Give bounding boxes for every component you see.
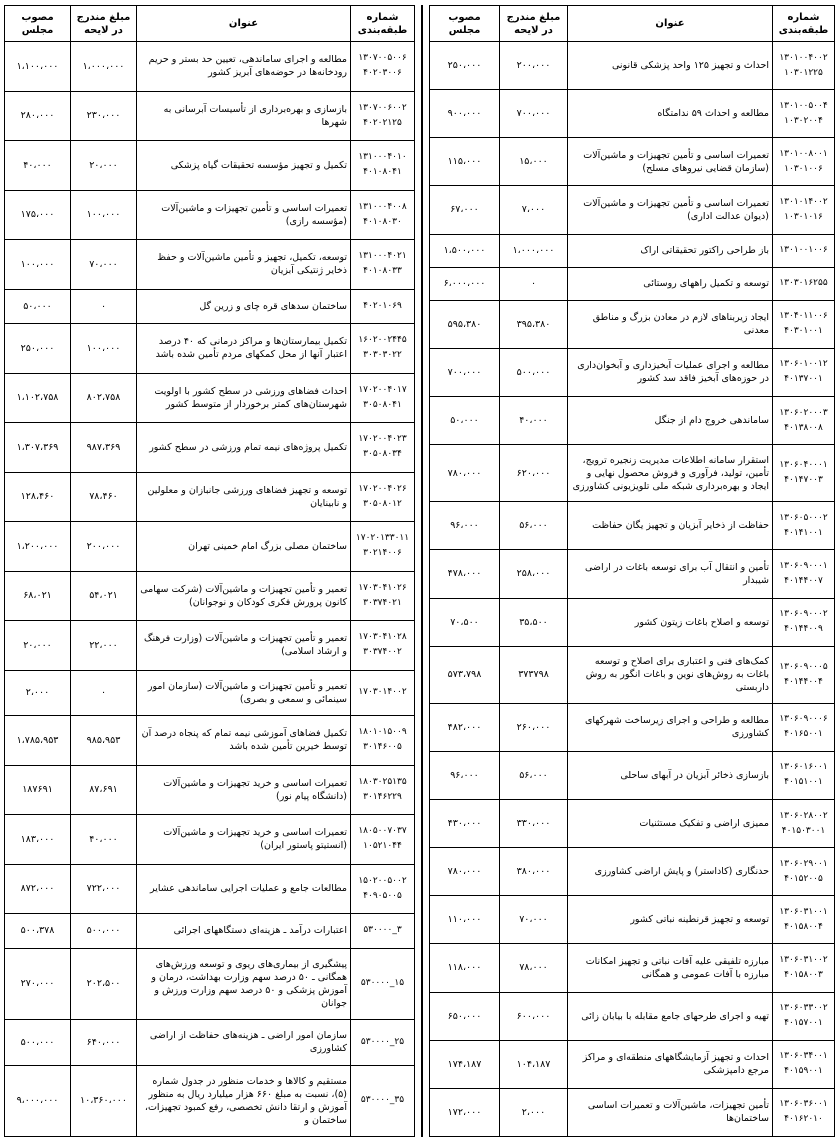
table-body-right [430, 42, 835, 1137]
budget-table-right [429, 5, 835, 1137]
row-title: توسعه و اصلاح باغات زیتون کشور [568, 598, 773, 646]
row-bill-amount: ۳۵،۵۰۰ [500, 598, 568, 646]
row-bill-amount: ۱۰۰،۰۰۰ [71, 190, 137, 240]
row-code: ۵۳۰۰۰۰_۱۵ [351, 948, 415, 1020]
row-code: ۴۰۲۰۱۰۶۹ [351, 289, 415, 324]
table-row [5, 42, 415, 92]
row-bill-amount: ۹۸۷،۳۶۹ [71, 423, 137, 473]
row-bill-amount: ۲۵۸،۰۰۰ [500, 550, 568, 598]
row-approved: ۲،۰۰۰ [5, 670, 71, 716]
row-approved: ۷۰،۵۰۰ [430, 598, 500, 646]
row-code: ۱۳۰۱۰۱۴۰۰۲ ۱۰۳۰۱۰۱۶ [773, 186, 835, 234]
row-bill-amount: ۰ [71, 670, 137, 716]
table-row [430, 234, 835, 267]
row-title: مطالعه و احداث ۵۹ ندامتگاه [568, 90, 773, 138]
row-approved: ۹۶،۰۰۰ [430, 751, 500, 799]
row-bill-amount: ۰ [500, 267, 568, 300]
row-title: ایجاد زیربناهای لازم در معادن بزرگ و مناطق معدنی [568, 300, 773, 348]
row-approved: ۲۷۰،۰۰۰ [5, 948, 71, 1020]
table-row [5, 765, 415, 815]
row-approved: ۱،۱۰۲،۷۵۸ [5, 373, 71, 423]
row-bill-amount: ۶۰۰،۰۰۰ [500, 992, 568, 1040]
row-title: تکمیل فضاهای آموزشی نیمه تمام که پنجاه درصد آن توسط خیرین تأمین شده باشد [137, 716, 351, 766]
row-bill-amount: ۷۸،۴۶۰ [71, 472, 137, 522]
row-bill-amount: ۶۴۰،۰۰۰ [71, 1020, 137, 1066]
row-code: ۱۸۰۱۰۱۵۰۰۹ ۳۰۱۴۶۰۰۵ [351, 716, 415, 766]
header-title: عنوان [137, 6, 351, 42]
row-title: حدنگاری (کاداستر) و پایش اراضی کشاورزی [568, 848, 773, 896]
row-title: تأمین تجهیزات، ماشین‌آلات و تعمیرات اساسی ساختمان‌ها [568, 1088, 773, 1136]
row-title: تعمیر و تأمین تجهیزات و ماشین‌آلات (وزارت فرهنگ و ارشاد اسلامی) [137, 621, 351, 671]
row-approved: ۴۷۸،۰۰۰ [430, 550, 500, 598]
row-title: مستقیم و کالاها و خدمات منظور در جدول شماره (۵)، نسبت به مبلغ ۶۶۰ هزار میلیارد ریال به منظور آموزش و ارتقا دانش تخصصی، رفع کمبود تجهیزات، ساختمان و [137, 1065, 351, 1137]
row-title: تعمیرات اساسی و خرید تجهیزات و ماشین‌آلات (انستیتو پاستور ایران) [137, 815, 351, 865]
row-approved: ۱۱۵،۰۰۰ [430, 138, 500, 186]
table-row [430, 42, 835, 90]
table-row [5, 815, 415, 865]
row-title: مطالعات جامع و عملیات اجرایی ساماندهی عشایر [137, 864, 351, 914]
table-row [5, 864, 415, 914]
table-row [5, 373, 415, 423]
header-approved: مصوب مجلس [5, 6, 71, 42]
header-approved: مصوب مجلس [430, 6, 500, 42]
row-code: ۱۷۰۳۰۴۱۰۲۶ ۳۰۳۷۴۰۲۱ [351, 571, 415, 621]
row-title: تعمیر و تأمین تجهیزات و ماشین‌آلات (سازمان امور سینمائی و سمعی و بصری) [137, 670, 351, 716]
row-bill-amount: ۳۷۳۷۹۸ [500, 646, 568, 703]
row-code: ۱۳۰۶۰۵۰۰۰۲ ۴۰۱۴۱۰۰۱ [773, 502, 835, 550]
row-bill-amount: ۷۰۰،۰۰۰ [500, 90, 568, 138]
row-code: ۱۳۰۴۰۱۱۰۰۶ ۴۰۳۰۱۰۰۱ [773, 300, 835, 348]
row-approved: ۵۷۳،۷۹۸ [430, 646, 500, 703]
row-approved: ۱،۳۰۷،۳۶۹ [5, 423, 71, 473]
table-row [5, 914, 415, 949]
row-code: ۱۳۰۶۰۴۰۰۰۱ ۴۰۱۴۷۰۰۳ [773, 445, 835, 502]
row-title: تعمیرات اساسی و خرید تجهیزات و ماشین‌آلات (دانشگاه پیام نور) [137, 765, 351, 815]
table-row [5, 190, 415, 240]
table-row [5, 472, 415, 522]
row-bill-amount: ۲۳۰،۰۰۰ [71, 91, 137, 141]
row-title: تکمیل بیمارستان‌ها و مراکز درمانی که ۴۰ درصد اعتبار آنها از محل کمکهای مردم تأمین شده باشد [137, 324, 351, 374]
row-approved: ۲۸۰،۰۰۰ [5, 91, 71, 141]
row-code: ۱۳۰۶۰۲۹۰۰۱ ۴۰۱۵۲۰۰۵ [773, 848, 835, 896]
row-title: بازسازی و بهره‌برداری از تأسیسات آبرسانی به شهرها [137, 91, 351, 141]
page-divider [421, 5, 423, 1137]
row-approved: ۱۱۰،۰۰۰ [430, 896, 500, 944]
row-title: تعمیر و تأمین تجهیزات و ماشین‌آلات (شرکت سهامی کانون پرورش فکری کودکان و نوجوانان) [137, 571, 351, 621]
row-bill-amount: ۴۰،۰۰۰ [500, 397, 568, 445]
row-approved: ۹۶،۰۰۰ [430, 502, 500, 550]
row-approved: ۱،۷۸۵،۹۵۳ [5, 716, 71, 766]
row-title: پیشگیری از بیماری‌های ریوی و توسعه ورزش‌های همگانی ـ ۵۰ درصد سهم وزارت بهداشت، درمان و آموزش پزشکی و ۵۰ درصد سهم وزارت ورزش و جوانان [137, 948, 351, 1020]
row-approved: ۱۷۵،۰۰۰ [5, 190, 71, 240]
table-row [430, 1040, 835, 1088]
row-title: تهیه و اجرای طرحهای جامع مقابله با بیابان زائی [568, 992, 773, 1040]
row-bill-amount: ۵۰۰،۰۰۰ [500, 348, 568, 396]
row-code: ۱۳۰۶۰۲۰۰۰۳ ۴۰۱۳۸۰۰۸ [773, 397, 835, 445]
row-approved: ۸۷۲،۰۰۰ [5, 864, 71, 914]
row-code: ۱۳۰۶۰۹۰۰۰۱ ۴۰۱۴۴۰۰۷ [773, 550, 835, 598]
row-approved: ۶۷،۰۰۰ [430, 186, 500, 234]
table-row [5, 423, 415, 473]
table-row [430, 550, 835, 598]
table-row [5, 621, 415, 671]
row-code: ۵۳۰۰۰۰_۳ [351, 914, 415, 949]
row-approved: ۲۵۰،۰۰۰ [5, 324, 71, 374]
row-code: ۱۳۰۶۰۹۰۰۰۲ ۴۰۱۴۴۰۰۹ [773, 598, 835, 646]
row-code: ۵۳۰۰۰۰_۳۵ [351, 1065, 415, 1137]
row-code: ۱۳۰۶۰۹۰۰۰۶ ۴۰۱۶۵۰۰۱ [773, 703, 835, 751]
row-code: ۱۵۰۲۰۰۵۰۰۲ ۴۰۹۰۵۰۰۵ [351, 864, 415, 914]
row-approved: ۷۰۰،۰۰۰ [430, 348, 500, 396]
row-title: مطالعه و اجرای عملیات آبخیزداری و آبخوان‌داری در حوزه‌های آبخیز فاقد سد کشور [568, 348, 773, 396]
row-code: ۱۳۰۶۰۳۳۰۰۲ ۴۰۱۵۷۰۰۱ [773, 992, 835, 1040]
table-row [5, 324, 415, 374]
row-bill-amount: ۱،۰۰۰،۰۰۰ [500, 234, 568, 267]
row-code: ۱۳۰۶۰۹۰۰۰۵ ۴۰۱۴۴۰۰۴ [773, 646, 835, 703]
row-title: مطالعه و طراحی و اجرای زیرساخت شهرکهای کشاورزی [568, 703, 773, 751]
row-bill-amount: ۸۰۲،۷۵۸ [71, 373, 137, 423]
row-code: ۱۷۰۲۰۰۴۰۲۶ ۳۰۵۰۸۰۱۲ [351, 472, 415, 522]
row-code: ۱۷۰۲۰۰۴۰۲۳ ۳۰۵۰۸۰۳۴ [351, 423, 415, 473]
row-title: استقرار سامانه اطلاعات مدیریت زنجیره ترویج، تأمین، تولید، فرآوری و فروش محصول نهایی و ایجاد و بهره‌برداری شبکه ملی تلویزیونی کشاورزی [568, 445, 773, 502]
row-bill-amount: ۳۳۰،۰۰۰ [500, 800, 568, 848]
row-title: ممیزی اراضی و تفکیک مستثنیات [568, 800, 773, 848]
row-bill-amount: ۰ [71, 289, 137, 324]
table-row [430, 992, 835, 1040]
row-bill-amount: ۴۰،۰۰۰ [71, 815, 137, 865]
row-title: تکمیل و تجهیز مؤسسه تحقیقات گیاه پزشکی [137, 141, 351, 191]
row-bill-amount: ۱۰۰،۰۰۰ [71, 324, 137, 374]
table-row [5, 1020, 415, 1066]
row-approved: ۹،۰۰۰،۰۰۰ [5, 1065, 71, 1137]
row-approved: ۱۸۷۶۹۱ [5, 765, 71, 815]
row-code: ۱۳۰۶۰۳۶۰۰۱ ۴۰۱۶۲۰۱۰ [773, 1088, 835, 1136]
row-approved: ۴۸۲،۰۰۰ [430, 703, 500, 751]
row-bill-amount: ۷،۰۰۰ [500, 186, 568, 234]
table-row [430, 751, 835, 799]
row-title: بازسازی ذخائر آبزیان در آبهای ساحلی [568, 751, 773, 799]
row-approved: ۱۷۴،۱۸۷ [430, 1040, 500, 1088]
row-approved: ۵۰،۰۰۰ [430, 397, 500, 445]
row-approved: ۲۰،۰۰۰ [5, 621, 71, 671]
row-approved: ۱۲۸،۴۶۰ [5, 472, 71, 522]
row-approved: ۱۰۰،۰۰۰ [5, 240, 71, 290]
row-bill-amount: ۲۶۰،۰۰۰ [500, 703, 568, 751]
row-title: توسعه، تکمیل، تجهیز و تأمین ماشین‌آلات و حفظ ذخایر ژنتیکی آبزیان [137, 240, 351, 290]
row-approved: ۵۰۰،۰۰۰ [5, 1020, 71, 1066]
row-approved: ۱،۱۰۰،۰۰۰ [5, 42, 71, 92]
table-row [5, 240, 415, 290]
row-bill-amount: ۵۶،۰۰۰ [500, 502, 568, 550]
row-approved: ۶۸،۰۲۱ [5, 571, 71, 621]
row-code: ۱۳۰۶۰۲۸۰۰۲ ۴۰۱۵۰۳۰۰۱ [773, 800, 835, 848]
row-code: ۱۳۰۱۰۰۸۰۰۱ ۱۰۳۰۱۰۰۶ [773, 138, 835, 186]
row-code: ۱۳۰۳۰۱۶۲۵۵ [773, 267, 835, 300]
table-row [430, 348, 835, 396]
table-row [5, 1065, 415, 1137]
table-row [5, 141, 415, 191]
row-code: ۱۷۰۲۰۱۳۳۰۱۱ ۳۰۲۱۴۰۰۶ [351, 522, 415, 572]
row-approved: ۵۰،۰۰۰ [5, 289, 71, 324]
header-code: شماره طبقه‌بندی [351, 6, 415, 42]
row-bill-amount: ۲۰۲،۵۰۰ [71, 948, 137, 1020]
row-bill-amount: ۶۲۰،۰۰۰ [500, 445, 568, 502]
row-code: ۱۷۰۲۰۰۴۰۱۷ ۳۰۵۰۸۰۴۱ [351, 373, 415, 423]
row-code: ۱۳۰۶۰۳۴۰۰۱ ۴۰۱۵۹۰۰۱ [773, 1040, 835, 1088]
table-row [430, 944, 835, 992]
row-code: ۱۳۰۶۰۱۶۰۰۱ ۴۰۱۵۱۰۰۱ [773, 751, 835, 799]
table-row [5, 289, 415, 324]
row-title: تعمیرات اساسی و تأمین تجهیزات و ماشین‌آلات (سازمان قضایی نیروهای مسلح) [568, 138, 773, 186]
row-title: کمک‌های فنی و اعتباری برای اصلاح و توسعه باغات به روش‌های نوین و باغات انگور به روش داربستی [568, 646, 773, 703]
row-code: ۱۳۰۶۰۱۰۰۱۲ ۴۰۱۳۷۰۰۱ [773, 348, 835, 396]
row-title: تکمیل پروژه‌های نیمه تمام ورزشی در سطح کشور [137, 423, 351, 473]
row-code: ۱۳۰۷۰۰۵۰۰۶ ۴۰۲۰۳۰۰۶ [351, 42, 415, 92]
row-code: ۱۳۰۱۰۰۴۰۰۲ ۱۰۳۰۱۲۲۵ [773, 42, 835, 90]
row-code: ۱۳۰۶۰۳۱۰۰۲ ۴۰۱۵۸۰۰۳ [773, 944, 835, 992]
row-code: ۱۳۱۰۰۰۴۰۱۰ ۴۰۱۰۸۰۴۱ [351, 141, 415, 191]
budget-table-left [4, 5, 415, 1137]
table-row [430, 90, 835, 138]
row-bill-amount: ۱۰،۳۶۰،۰۰۰ [71, 1065, 137, 1137]
row-code: ۱۳۰۶۰۳۱۰۰۱ ۴۰۱۵۸۰۰۴ [773, 896, 835, 944]
table-row [430, 800, 835, 848]
row-approved: ۱۷۲،۰۰۰ [430, 1088, 500, 1136]
row-bill-amount: ۷۰،۰۰۰ [500, 896, 568, 944]
row-title: تعمیرات اساسی و تأمین تجهیزات و ماشین‌آلات (مؤسسه رازی) [137, 190, 351, 240]
row-approved: ۱،۲۰۰،۰۰۰ [5, 522, 71, 572]
table-row [430, 397, 835, 445]
row-title: باز طراحی راکتور تحقیقاتی اراک [568, 234, 773, 267]
row-bill-amount: ۲۲،۰۰۰ [71, 621, 137, 671]
row-code: ۱۳۱۰۰۰۴۰۲۱ ۴۰۱۰۸۰۳۳ [351, 240, 415, 290]
row-title: سازمان امور اراضی ـ هزینه‌های حفاظت از اراضی کشاورزی [137, 1020, 351, 1066]
row-code: ۱۳۰۱۰۰۱۰۰۶ [773, 234, 835, 267]
row-approved: ۴۳۰،۰۰۰ [430, 800, 500, 848]
row-code: ۱۳۱۰۰۰۴۰۰۸ ۴۰۱۰۸۰۳۰ [351, 190, 415, 240]
row-code: ۱۸۰۳۰۲۵۱۳۵ ۳۰۱۴۶۲۲۹ [351, 765, 415, 815]
row-bill-amount: ۲۰۰،۰۰۰ [500, 42, 568, 90]
table-row [430, 138, 835, 186]
row-title: ساختمان سدهای قره چای و زرین گل [137, 289, 351, 324]
row-approved: ۱۱۸،۰۰۰ [430, 944, 500, 992]
table-row [430, 703, 835, 751]
row-title: ساختمان مصلی بزرگ امام خمینی تهران [137, 522, 351, 572]
row-bill-amount: ۷۸،۰۰۰ [500, 944, 568, 992]
table-row [430, 445, 835, 502]
table-row [5, 670, 415, 716]
row-bill-amount: ۱۰۴،۱۸۷ [500, 1040, 568, 1088]
header-bill-amount: مبلغ مندرج در لایحه [500, 6, 568, 42]
row-title: توسعه و تجهیز قرنطینه نباتی کشور [568, 896, 773, 944]
table-row [5, 91, 415, 141]
row-title: اعتبارات درآمد ـ هزینه‌ای دستگاههای اجرائی [137, 914, 351, 949]
row-bill-amount: ۵۴،۰۲۱ [71, 571, 137, 621]
header-title: عنوان [568, 6, 773, 42]
table-row [430, 502, 835, 550]
row-title: احداث و تجهیز آزمایشگاههای منطقه‌ای و مراکز مرجع دامپزشکی [568, 1040, 773, 1088]
row-code: ۱۷۰۳۰۱۴۰۰۲ [351, 670, 415, 716]
row-approved: ۹۰۰،۰۰۰ [430, 90, 500, 138]
table-row [5, 522, 415, 572]
row-bill-amount: ۵۶،۰۰۰ [500, 751, 568, 799]
row-title: مطالعه و اجرای ساماندهی، تعیین حد بستر و حریم رودخانه‌ها در حوضه‌های آبریز کشور [137, 42, 351, 92]
table-row [5, 571, 415, 621]
row-bill-amount: ۹۸۵،۹۵۳ [71, 716, 137, 766]
row-bill-amount: ۱۵،۰۰۰ [500, 138, 568, 186]
row-approved: ۵۰۰،۳۷۸ [5, 914, 71, 949]
table-row [430, 186, 835, 234]
header-code: شماره طبقه‌بندی [773, 6, 835, 42]
table-row [5, 716, 415, 766]
row-bill-amount: ۵۰۰،۰۰۰ [71, 914, 137, 949]
row-title: تعمیرات اساسی و تأمین تجهیزات و ماشین‌آلات (دیوان عدالت اداری) [568, 186, 773, 234]
row-code: ۱۶۰۲۰۰۲۴۴۵ ۳۰۳۰۳۰۲۲ [351, 324, 415, 374]
row-bill-amount: ۲،۰۰۰ [500, 1088, 568, 1136]
table-row [430, 300, 835, 348]
row-bill-amount: ۲۰،۰۰۰ [71, 141, 137, 191]
row-title: توسعه و تجهیز فضاهای ورزشی جانبازان و معلولین و نابینایان [137, 472, 351, 522]
table-row [430, 598, 835, 646]
row-approved: ۶۵۰،۰۰۰ [430, 992, 500, 1040]
row-code: ۱۳۰۱۰۰۵۰۰۴ ۱۰۳۰۲۰۰۴ [773, 90, 835, 138]
row-approved: ۱،۵۰۰،۰۰۰ [430, 234, 500, 267]
row-code: ۱۸۰۵۰۰۷۰۳۷ ۱۰۵۲۱۰۴۴ [351, 815, 415, 865]
row-title: تأمین و انتقال آب برای توسعه باغات در اراضی شیبدار [568, 550, 773, 598]
row-code: ۱۷۰۳۰۴۱۰۲۸ ۳۰۳۷۴۰۰۲ [351, 621, 415, 671]
row-approved: ۷۸۰،۰۰۰ [430, 848, 500, 896]
row-bill-amount: ۳۹۵،۳۸۰ [500, 300, 568, 348]
table-row [430, 896, 835, 944]
row-approved: ۴۰،۰۰۰ [5, 141, 71, 191]
row-code: ۱۳۰۷۰۰۶۰۰۲ ۴۰۲۰۲۱۲۵ [351, 91, 415, 141]
row-bill-amount: ۳۸۰،۰۰۰ [500, 848, 568, 896]
row-approved: ۱۸۳،۰۰۰ [5, 815, 71, 865]
table-row [430, 848, 835, 896]
row-approved: ۲۵۰،۰۰۰ [430, 42, 500, 90]
row-bill-amount: ۲۰۰،۰۰۰ [71, 522, 137, 572]
header-bill-amount: مبلغ مندرج در لایحه [71, 6, 137, 42]
row-approved: ۷۸۰،۰۰۰ [430, 445, 500, 502]
table-row [430, 267, 835, 300]
row-bill-amount: ۸۷،۶۹۱ [71, 765, 137, 815]
row-title: احداث فضاهای ورزشی در سطح کشور با اولویت شهرستان‌های کمتر برخوردار از متوسط کشور [137, 373, 351, 423]
row-title: مبارزه تلفیقی علیه آفات نباتی و تجهیز امکانات مبارزه با آفات عمومی و همگانی [568, 944, 773, 992]
row-title: احداث و تجهیز ۱۲۵ واحد پزشکی قانونی [568, 42, 773, 90]
row-code: ۵۳۰۰۰۰_۲۵ [351, 1020, 415, 1066]
row-bill-amount: ۷۰،۰۰۰ [71, 240, 137, 290]
table-body-left [5, 42, 415, 1137]
row-bill-amount: ۷۲۲،۰۰۰ [71, 864, 137, 914]
table-row [430, 1088, 835, 1136]
row-bill-amount: ۱،۰۰۰،۰۰۰ [71, 42, 137, 92]
row-title: ساماندهی خروج دام از جنگل [568, 397, 773, 445]
row-title: حفاظت از ذخایر آبزیان و تجهیز یگان حفاظت [568, 502, 773, 550]
table-row [5, 948, 415, 1020]
table-row [430, 646, 835, 703]
row-approved: ۵۹۵،۳۸۰ [430, 300, 500, 348]
row-title: توسعه و تکمیل راههای روستائی [568, 267, 773, 300]
row-approved: ۶،۰۰۰،۰۰۰ [430, 267, 500, 300]
